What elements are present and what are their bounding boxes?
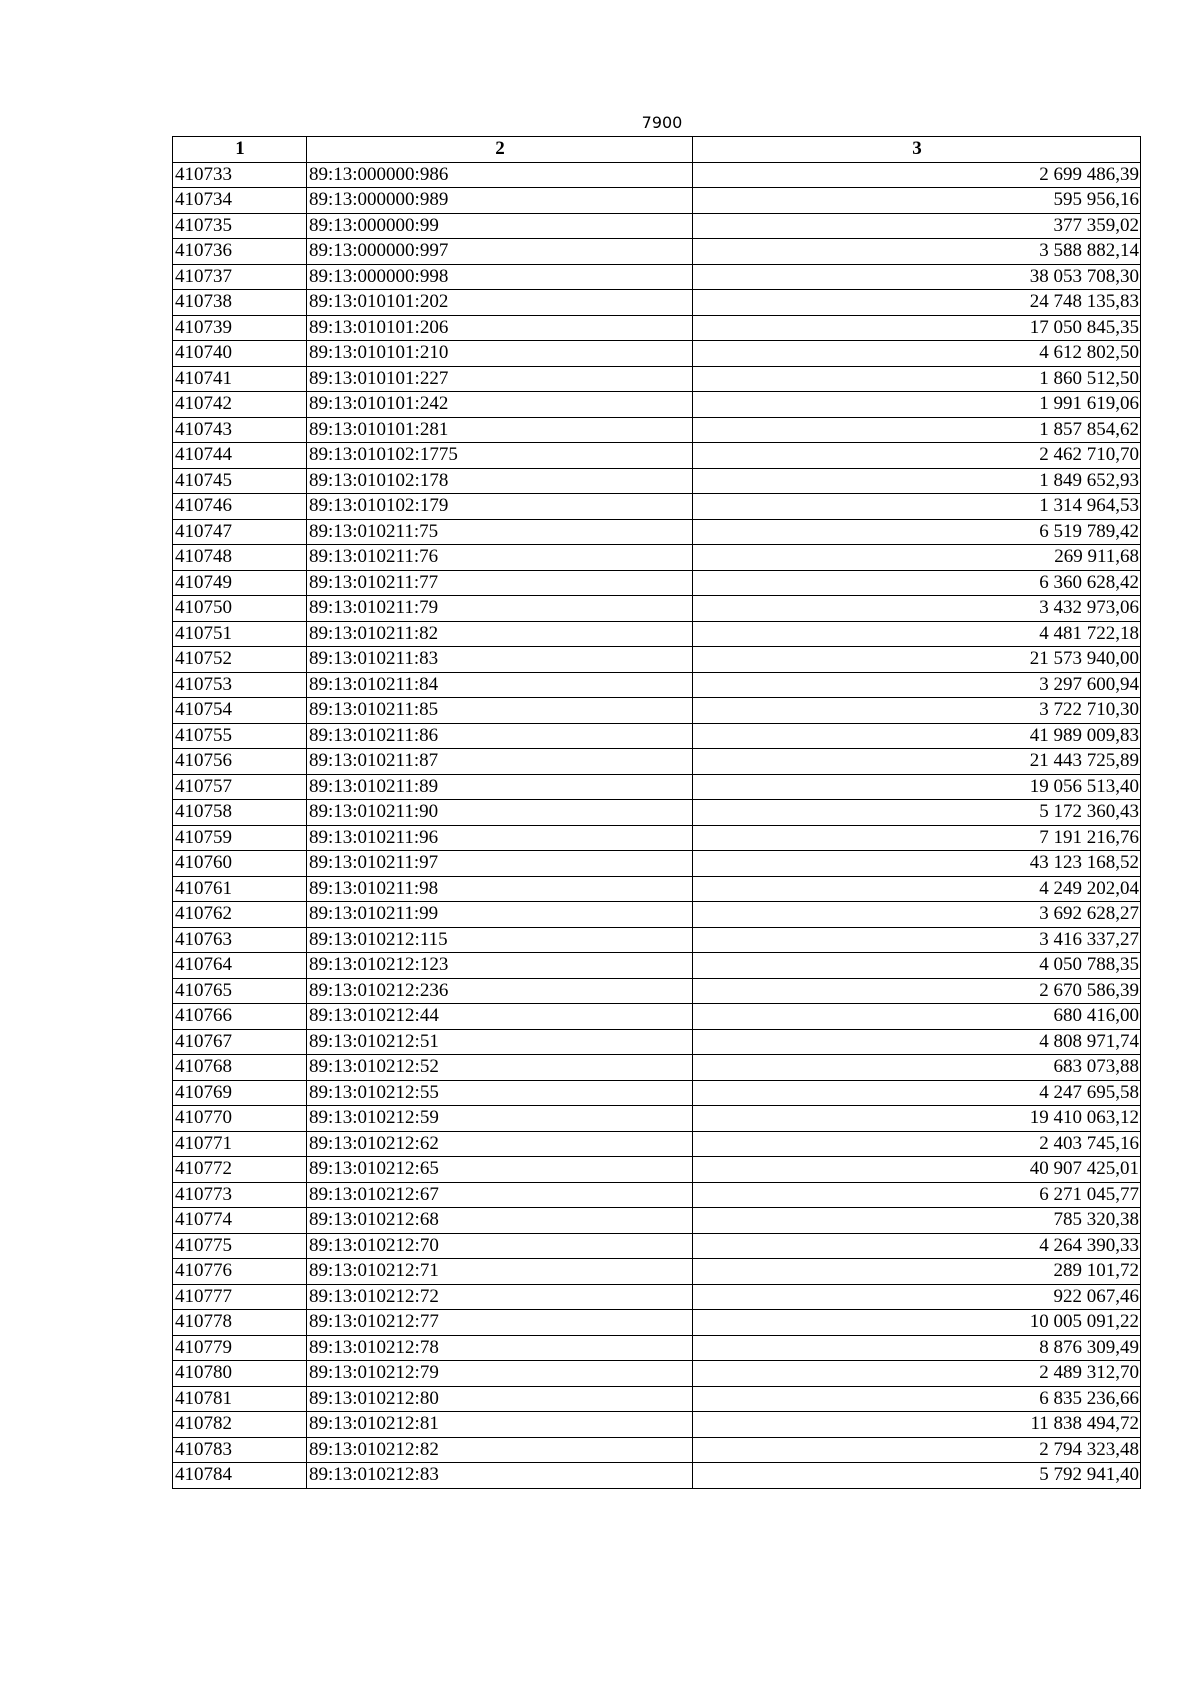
table-row	[173, 188, 1141, 214]
value-cell: 2 403 745,16	[693, 1131, 1141, 1157]
value-cell: 377 359,02	[693, 213, 1141, 239]
row-number-cell: 410747	[173, 519, 307, 545]
value-cell: 6 271 045,77	[693, 1182, 1141, 1208]
row-number-cell: 410762	[173, 902, 307, 928]
table-row	[173, 876, 1141, 902]
row-number-cell: 410758	[173, 800, 307, 826]
row-number-cell: 410782	[173, 1412, 307, 1438]
cadastral-number-cell: 89:13:010211:85	[307, 698, 693, 724]
table-row	[173, 1335, 1141, 1361]
value-cell: 1 314 964,53	[693, 494, 1141, 520]
value-cell: 6 835 236,66	[693, 1386, 1141, 1412]
value-cell: 4 808 971,74	[693, 1029, 1141, 1055]
value-cell: 5 172 360,43	[693, 800, 1141, 826]
table-row	[173, 1259, 1141, 1285]
value-cell: 4 247 695,58	[693, 1080, 1141, 1106]
cadastral-number-cell: 89:13:010212:71	[307, 1259, 693, 1285]
column-header-3: 3	[693, 137, 1141, 163]
table-row	[173, 1029, 1141, 1055]
cadastral-number-cell: 89:13:010212:52	[307, 1055, 693, 1081]
row-number-cell: 410771	[173, 1131, 307, 1157]
value-cell: 24 748 135,83	[693, 290, 1141, 316]
cadastral-number-cell: 89:13:010212:62	[307, 1131, 693, 1157]
table-row	[173, 315, 1141, 341]
value-cell: 6 360 628,42	[693, 570, 1141, 596]
row-number-cell: 410754	[173, 698, 307, 724]
row-number-cell: 410736	[173, 239, 307, 265]
value-cell: 4 612 802,50	[693, 341, 1141, 367]
cadastral-number-cell: 89:13:010212:81	[307, 1412, 693, 1438]
table-row	[173, 672, 1141, 698]
row-number-cell: 410737	[173, 264, 307, 290]
row-number-cell: 410743	[173, 417, 307, 443]
row-number-cell: 410741	[173, 366, 307, 392]
cadastral-number-cell: 89:13:010212:72	[307, 1284, 693, 1310]
table-row	[173, 1080, 1141, 1106]
row-number-cell: 410734	[173, 188, 307, 214]
value-cell: 40 907 425,01	[693, 1157, 1141, 1183]
value-cell: 38 053 708,30	[693, 264, 1141, 290]
table-row	[173, 647, 1141, 673]
cadastral-number-cell: 89:13:010101:210	[307, 341, 693, 367]
table-row	[173, 1437, 1141, 1463]
row-number-cell: 410768	[173, 1055, 307, 1081]
row-number-cell: 410742	[173, 392, 307, 418]
table-row	[173, 264, 1141, 290]
cadastral-number-cell: 89:13:010211:77	[307, 570, 693, 596]
row-number-cell: 410774	[173, 1208, 307, 1234]
table-row	[173, 1131, 1141, 1157]
value-cell: 41 989 009,83	[693, 723, 1141, 749]
cadastral-number-cell: 89:13:010212:68	[307, 1208, 693, 1234]
value-cell: 21 443 725,89	[693, 749, 1141, 775]
table-row	[173, 468, 1141, 494]
table-row	[173, 825, 1141, 851]
row-number-cell: 410761	[173, 876, 307, 902]
value-cell: 3 432 973,06	[693, 596, 1141, 622]
cadastral-number-cell: 89:13:010102:179	[307, 494, 693, 520]
row-number-cell: 410740	[173, 341, 307, 367]
table-row	[173, 800, 1141, 826]
value-cell: 785 320,38	[693, 1208, 1141, 1234]
row-number-cell: 410765	[173, 978, 307, 1004]
row-number-cell: 410767	[173, 1029, 307, 1055]
value-cell: 3 416 337,27	[693, 927, 1141, 953]
cadastral-number-cell: 89:13:010212:44	[307, 1004, 693, 1030]
cadastral-number-cell: 89:13:000000:989	[307, 188, 693, 214]
table-row	[173, 1284, 1141, 1310]
row-number-cell: 410773	[173, 1182, 307, 1208]
row-number-cell: 410752	[173, 647, 307, 673]
row-number-cell: 410779	[173, 1335, 307, 1361]
cadastral-number-cell: 89:13:010212:51	[307, 1029, 693, 1055]
cadastral-number-cell: 89:13:010211:89	[307, 774, 693, 800]
row-number-cell: 410757	[173, 774, 307, 800]
value-cell: 4 050 788,35	[693, 953, 1141, 979]
cadastral-number-cell: 89:13:010211:99	[307, 902, 693, 928]
row-number-cell: 410753	[173, 672, 307, 698]
value-cell: 922 067,46	[693, 1284, 1141, 1310]
value-cell: 3 692 628,27	[693, 902, 1141, 928]
row-number-cell: 410778	[173, 1310, 307, 1336]
cadastral-number-cell: 89:13:010212:83	[307, 1463, 693, 1489]
table-row	[173, 213, 1141, 239]
value-cell: 3 722 710,30	[693, 698, 1141, 724]
row-number-cell: 410783	[173, 1437, 307, 1463]
value-cell: 6 519 789,42	[693, 519, 1141, 545]
cadastral-number-cell: 89:13:010211:79	[307, 596, 693, 622]
row-number-cell: 410775	[173, 1233, 307, 1259]
column-header-2: 2	[307, 137, 693, 163]
cadastral-number-cell: 89:13:010211:84	[307, 672, 693, 698]
table-row	[173, 162, 1141, 188]
table-row	[173, 519, 1141, 545]
value-cell: 11 838 494,72	[693, 1412, 1141, 1438]
table-row	[173, 290, 1141, 316]
cadastral-number-cell: 89:13:010102:178	[307, 468, 693, 494]
value-cell: 7 191 216,76	[693, 825, 1141, 851]
value-cell: 19 056 513,40	[693, 774, 1141, 800]
table-row	[173, 239, 1141, 265]
row-number-cell: 410748	[173, 545, 307, 571]
cadastral-number-cell: 89:13:000000:997	[307, 239, 693, 265]
page-number: 7900	[641, 113, 683, 132]
cadastral-number-cell: 89:13:010101:206	[307, 315, 693, 341]
cadastral-number-cell: 89:13:010212:236	[307, 978, 693, 1004]
row-number-cell: 410738	[173, 290, 307, 316]
row-number-cell: 410772	[173, 1157, 307, 1183]
table-row	[173, 545, 1141, 571]
cadastral-number-cell: 89:13:010101:227	[307, 366, 693, 392]
table-row	[173, 1004, 1141, 1030]
row-number-cell: 410733	[173, 162, 307, 188]
row-number-cell: 410777	[173, 1284, 307, 1310]
table-row	[173, 902, 1141, 928]
value-cell: 43 123 168,52	[693, 851, 1141, 877]
value-cell: 1 991 619,06	[693, 392, 1141, 418]
table-row	[173, 1055, 1141, 1081]
cadastral-number-cell: 89:13:010212:115	[307, 927, 693, 953]
value-cell: 8 876 309,49	[693, 1335, 1141, 1361]
table-row	[173, 621, 1141, 647]
cadastral-number-cell: 89:13:000000:99	[307, 213, 693, 239]
cadastral-number-cell: 89:13:010101:242	[307, 392, 693, 418]
cadastral-number-cell: 89:13:010212:78	[307, 1335, 693, 1361]
cadastral-number-cell: 89:13:010212:80	[307, 1386, 693, 1412]
cadastral-number-cell: 89:13:010211:76	[307, 545, 693, 571]
row-number-cell: 410756	[173, 749, 307, 775]
value-cell: 4 249 202,04	[693, 876, 1141, 902]
value-cell: 2 794 323,48	[693, 1437, 1141, 1463]
value-cell: 2 699 486,39	[693, 162, 1141, 188]
table-row	[173, 927, 1141, 953]
cadastral-number-cell: 89:13:000000:986	[307, 162, 693, 188]
cadastral-number-cell: 89:13:010212:55	[307, 1080, 693, 1106]
row-number-cell: 410755	[173, 723, 307, 749]
table-row	[173, 1208, 1141, 1234]
value-cell: 5 792 941,40	[693, 1463, 1141, 1489]
value-cell: 2 462 710,70	[693, 443, 1141, 469]
value-cell: 4 264 390,33	[693, 1233, 1141, 1259]
value-cell: 3 588 882,14	[693, 239, 1141, 265]
row-number-cell: 410780	[173, 1361, 307, 1387]
cadastral-number-cell: 89:13:010212:79	[307, 1361, 693, 1387]
cadastral-number-cell: 89:13:010211:98	[307, 876, 693, 902]
value-cell: 17 050 845,35	[693, 315, 1141, 341]
cadastral-number-cell: 89:13:010212:65	[307, 1157, 693, 1183]
table-row	[173, 749, 1141, 775]
table-row	[173, 392, 1141, 418]
row-number-cell: 410769	[173, 1080, 307, 1106]
row-number-cell: 410781	[173, 1386, 307, 1412]
table-row	[173, 1412, 1141, 1438]
row-number-cell: 410744	[173, 443, 307, 469]
value-cell: 2 489 312,70	[693, 1361, 1141, 1387]
cadastral-number-cell: 89:13:010211:97	[307, 851, 693, 877]
table-row	[173, 953, 1141, 979]
column-header-1: 1	[173, 137, 307, 163]
table-row	[173, 494, 1141, 520]
table-row	[173, 723, 1141, 749]
row-number-cell: 410763	[173, 927, 307, 953]
cadastral-number-cell: 89:13:010211:90	[307, 800, 693, 826]
table-row	[173, 596, 1141, 622]
table-row	[173, 1233, 1141, 1259]
table-row	[173, 341, 1141, 367]
cadastral-number-cell: 89:13:010212:123	[307, 953, 693, 979]
value-cell: 3 297 600,94	[693, 672, 1141, 698]
table-row	[173, 1463, 1141, 1489]
table-row	[173, 366, 1141, 392]
row-number-cell: 410745	[173, 468, 307, 494]
value-cell: 680 416,00	[693, 1004, 1141, 1030]
value-cell: 289 101,72	[693, 1259, 1141, 1285]
table-row	[173, 1310, 1141, 1336]
row-number-cell: 410784	[173, 1463, 307, 1489]
cadastral-number-cell: 89:13:010211:75	[307, 519, 693, 545]
row-number-cell: 410766	[173, 1004, 307, 1030]
value-cell: 2 670 586,39	[693, 978, 1141, 1004]
table-row	[173, 698, 1141, 724]
cadastral-number-cell: 89:13:010101:281	[307, 417, 693, 443]
row-number-cell: 410746	[173, 494, 307, 520]
cadastral-number-cell: 89:13:010211:83	[307, 647, 693, 673]
value-cell: 21 573 940,00	[693, 647, 1141, 673]
row-number-cell: 410750	[173, 596, 307, 622]
table-row	[173, 1106, 1141, 1132]
cadastral-number-cell: 89:13:010102:1775	[307, 443, 693, 469]
row-number-cell: 410770	[173, 1106, 307, 1132]
cadastral-number-cell: 89:13:010211:96	[307, 825, 693, 851]
row-number-cell: 410759	[173, 825, 307, 851]
row-number-cell: 410735	[173, 213, 307, 239]
table-header-row	[173, 137, 1141, 163]
row-number-cell: 410739	[173, 315, 307, 341]
value-cell: 1 860 512,50	[693, 366, 1141, 392]
cadastral-number-cell: 89:13:010212:82	[307, 1437, 693, 1463]
table-row	[173, 1361, 1141, 1387]
value-cell: 683 073,88	[693, 1055, 1141, 1081]
row-number-cell: 410776	[173, 1259, 307, 1285]
cadastral-number-cell: 89:13:010211:86	[307, 723, 693, 749]
value-cell: 4 481 722,18	[693, 621, 1141, 647]
cadastral-number-cell: 89:13:010212:67	[307, 1182, 693, 1208]
cadastral-number-cell: 89:13:010212:77	[307, 1310, 693, 1336]
cadastral-number-cell: 89:13:010211:82	[307, 621, 693, 647]
cadastral-number-cell: 89:13:010211:87	[307, 749, 693, 775]
row-number-cell: 410751	[173, 621, 307, 647]
row-number-cell: 410764	[173, 953, 307, 979]
table-row	[173, 417, 1141, 443]
table-row	[173, 1386, 1141, 1412]
value-cell: 10 005 091,22	[693, 1310, 1141, 1336]
table-row	[173, 443, 1141, 469]
table-row	[173, 851, 1141, 877]
cadastral-number-cell: 89:13:010101:202	[307, 290, 693, 316]
table-body	[173, 162, 1141, 1488]
table-row	[173, 1157, 1141, 1183]
value-cell: 269 911,68	[693, 545, 1141, 571]
data-table	[172, 136, 1141, 1489]
table-row	[173, 978, 1141, 1004]
row-number-cell: 410749	[173, 570, 307, 596]
value-cell: 595 956,16	[693, 188, 1141, 214]
cadastral-number-cell: 89:13:000000:998	[307, 264, 693, 290]
cadastral-number-cell: 89:13:010212:70	[307, 1233, 693, 1259]
table-row	[173, 774, 1141, 800]
cadastral-number-cell: 89:13:010212:59	[307, 1106, 693, 1132]
value-cell: 19 410 063,12	[693, 1106, 1141, 1132]
value-cell: 1 857 854,62	[693, 417, 1141, 443]
value-cell: 1 849 652,93	[693, 468, 1141, 494]
table-row	[173, 570, 1141, 596]
table-row	[173, 1182, 1141, 1208]
row-number-cell: 410760	[173, 851, 307, 877]
